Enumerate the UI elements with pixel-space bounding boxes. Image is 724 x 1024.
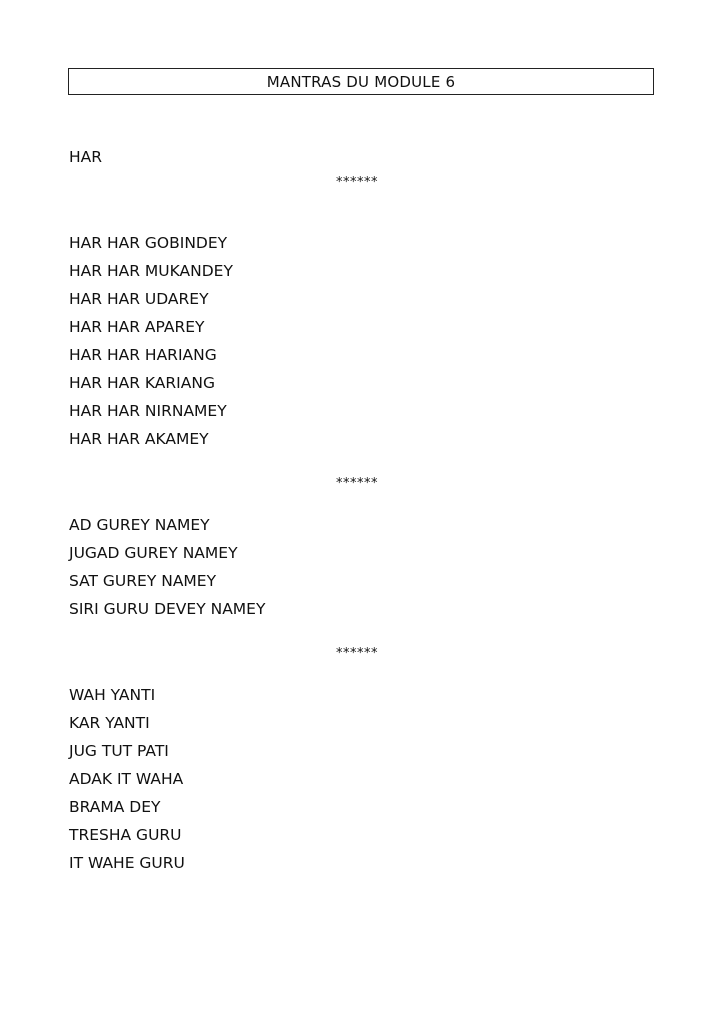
mantra-line: IT WAHE GURU (69, 854, 185, 872)
mantra-line: HAR HAR AKAMEY (69, 430, 209, 448)
mantra-line: SAT GUREY NAMEY (69, 572, 217, 590)
separator: ****** (336, 646, 378, 661)
mantra-line: JUGAD GUREY NAMEY (69, 544, 238, 562)
mantra-line: ADAK IT WAHA (69, 770, 184, 788)
mantra-line: SIRI GURU DEVEY NAMEY (69, 600, 266, 618)
mantra-line: HAR (69, 148, 103, 166)
mantra-line: AD GUREY NAMEY (69, 516, 210, 534)
mantra-line: HAR HAR HARIANG (69, 346, 217, 364)
mantra-line: KAR YANTI (69, 714, 150, 732)
mantra-line: BRAMA DEY (69, 798, 161, 816)
mantra-line: HAR HAR KARIANG (69, 374, 215, 392)
mantra-line: HAR HAR MUKANDEY (69, 262, 233, 280)
mantra-line: HAR HAR UDAREY (69, 290, 209, 308)
separator: ****** (336, 175, 378, 190)
mantra-line: WAH YANTI (69, 686, 156, 704)
page-title: MANTRAS DU MODULE 6 (266, 72, 456, 91)
mantra-line: HAR HAR GOBINDEY (69, 234, 228, 252)
mantra-line: TRESHA GURU (69, 826, 182, 844)
page-title-box (68, 68, 654, 95)
separator: ****** (336, 476, 378, 491)
mantra-line: HAR HAR NIRNAMEY (69, 402, 227, 420)
mantra-line: JUG TUT PATI (69, 742, 169, 760)
mantra-line: HAR HAR APAREY (69, 318, 205, 336)
